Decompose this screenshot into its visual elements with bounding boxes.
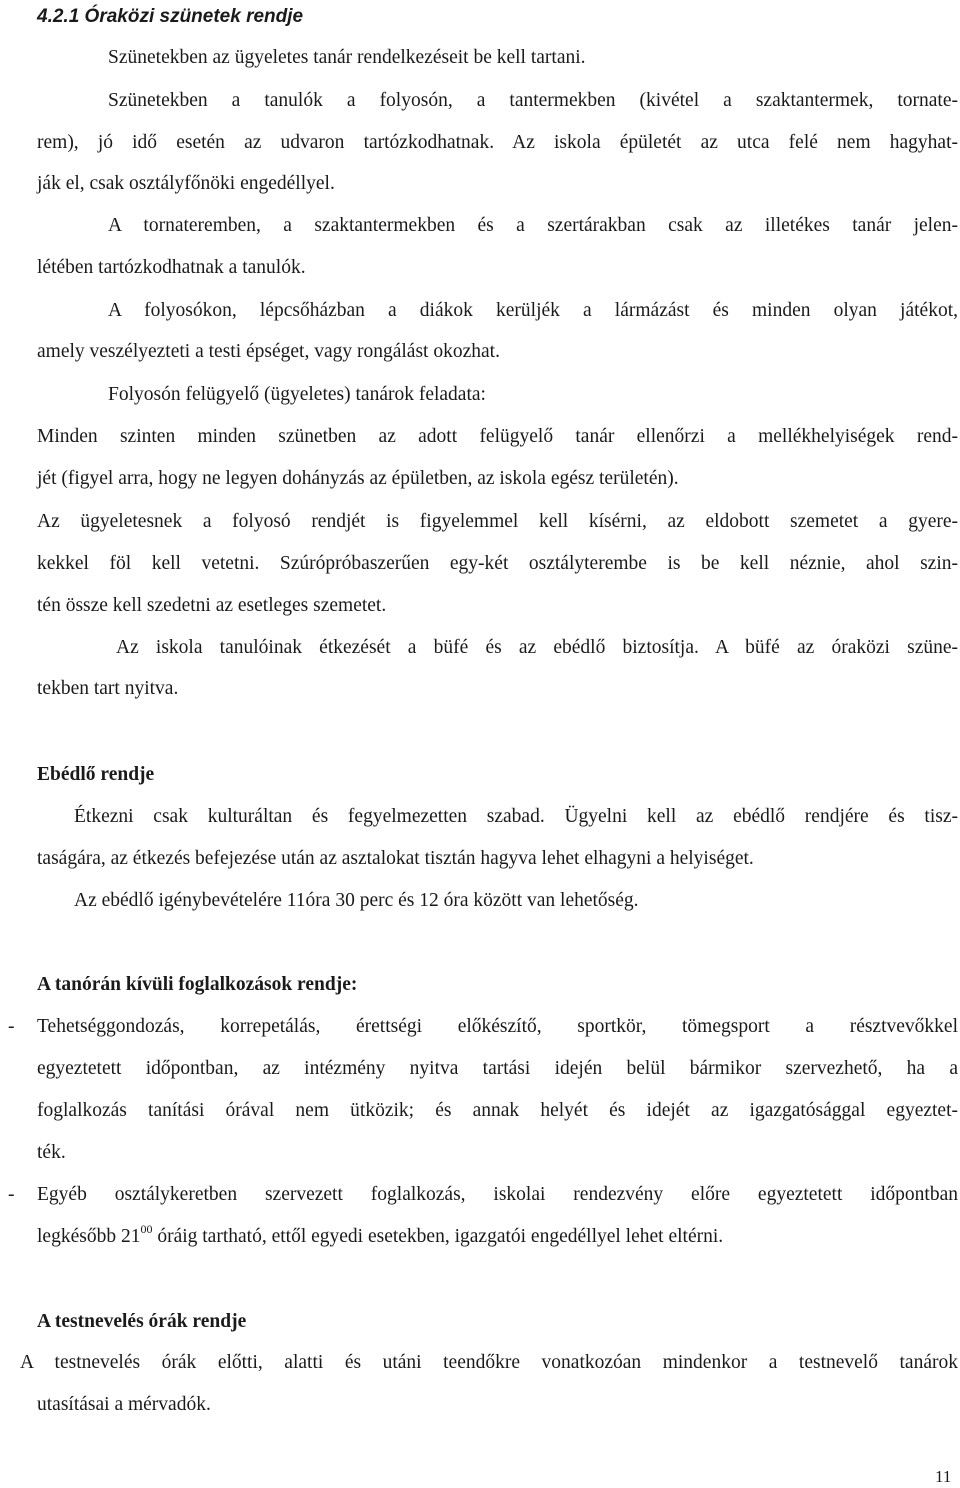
subsection-heading: A testnevelés órák rendje [37,1311,247,1332]
list-item-line: Egyéb osztálykeretben szervezett foglalkozás, iskolai rendezvény előre egyeztetett időpontban [37,1184,958,1205]
superscript: 00 [140,1221,153,1236]
page-number: 11 [935,1467,952,1486]
paragraph-line: Az ügyeletesnek a folyosó rendjét is figyelemmel kell kísérni, az eldobott szemetet a gyere- [37,511,958,532]
paragraph-line: taságára, az étkezés befejezése után az asztalokat tisztán hagyva lehet elhagyni a helyiséget. [37,848,754,869]
paragraph-line: Az iskola tanulóinak étkezését a büfé és az ebédlő biztosítja. A büfé az óraközi szüne- [116,637,958,658]
paragraph-line: ják el, csak osztályfőnöki engedéllyel. [37,173,335,194]
text-span: óráig tartható, ettől egyedi esetekben, igazgatói engedéllyel lehet eltérni. [152,1226,724,1247]
section-heading: 4.2.1 Óraközi szünetek rendje [37,6,304,27]
list-item-line: ték. [37,1142,66,1163]
list-item-line [37,1221,724,1249]
paragraph-line: utasításai a mérvadók. [37,1394,211,1415]
paragraph-line: A tornateremben, a szaktantermekben és a szertárakban csak az illetékes tanár jelen- [108,215,958,236]
list-item-line: egyeztetett időpontban, az intézmény nyitva tartási idején belül bármikor szervezhető, ha a [37,1058,958,1079]
paragraph-line: Folyosón felügyelő (ügyeletes) tanárok feladata: [108,384,486,405]
list-item-line: Tehetséggondozás, korrepetálás, érettségi előkészítő, sportkör, tömegsport a résztvevőkkel [37,1016,958,1037]
list-bullet: - [8,1184,15,1205]
paragraph-line: A testnevelés órák előtti, alatti és utáni teendőkre vonatkozóan mindenkor a testnevelő tanárok [20,1352,958,1373]
list-item-line: foglalkozás tanítási órával nem ütközik; és annak helyét és idejét az igazgatósággal egyeztet- [37,1100,958,1121]
paragraph-line: tén össze kell szedetni az esetleges szemetet. [37,595,387,616]
list-bullet: - [8,1016,15,1037]
paragraph-line: A folyosókon, lépcsőházban a diákok kerüljék a lármázást és minden olyan játékot, [108,300,958,321]
paragraph-line: rem), jó idő esetén az udvaron tartózkodhatnak. Az iskola épületét az utca felé nem hagyhat- [37,132,958,153]
paragraph-line: Az ebédlő igénybevételére 11óra 30 perc és 12 óra között van lehetőség. [74,890,639,911]
subsection-heading: Ebédlő rendje [37,764,155,785]
paragraph-line: létében tartózkodhatnak a tanulók. [37,257,306,278]
subsection-heading: A tanórán kívüli foglalkozások rendje: [37,974,358,995]
paragraph-line: amely veszélyezteti a testi épséget, vagy rongálást okozhat. [37,341,500,362]
text-span: legkésőbb 21 [37,1226,141,1247]
paragraph-line: tekben tart nyitva. [37,678,179,699]
paragraph-line: Étkezni csak kulturáltan és fegyelmezetten szabad. Ügyelni kell az ebédlő rendjére és tisz- [74,806,958,827]
paragraph-line: kekkel föl kell vetetni. Szúrópróbaszerűen egy-két osztályterembe is be kell néznie, ahol szin- [37,553,958,574]
paragraph-line: Minden szinten minden szünetben az adott felügyelő tanár ellenőrzi a mellékhelyiségek rend- [37,426,958,447]
paragraph-line: jét (figyel arra, hogy ne legyen dohányzás az épületben, az iskola egész területén). [37,468,679,489]
paragraph-line: Szünetekben az ügyeletes tanár rendelkezéseit be kell tartani. [108,47,586,68]
paragraph-line: Szünetekben a tanulók a folyosón, a tantermekben (kivétel a szaktantermek, tornate- [108,90,958,111]
